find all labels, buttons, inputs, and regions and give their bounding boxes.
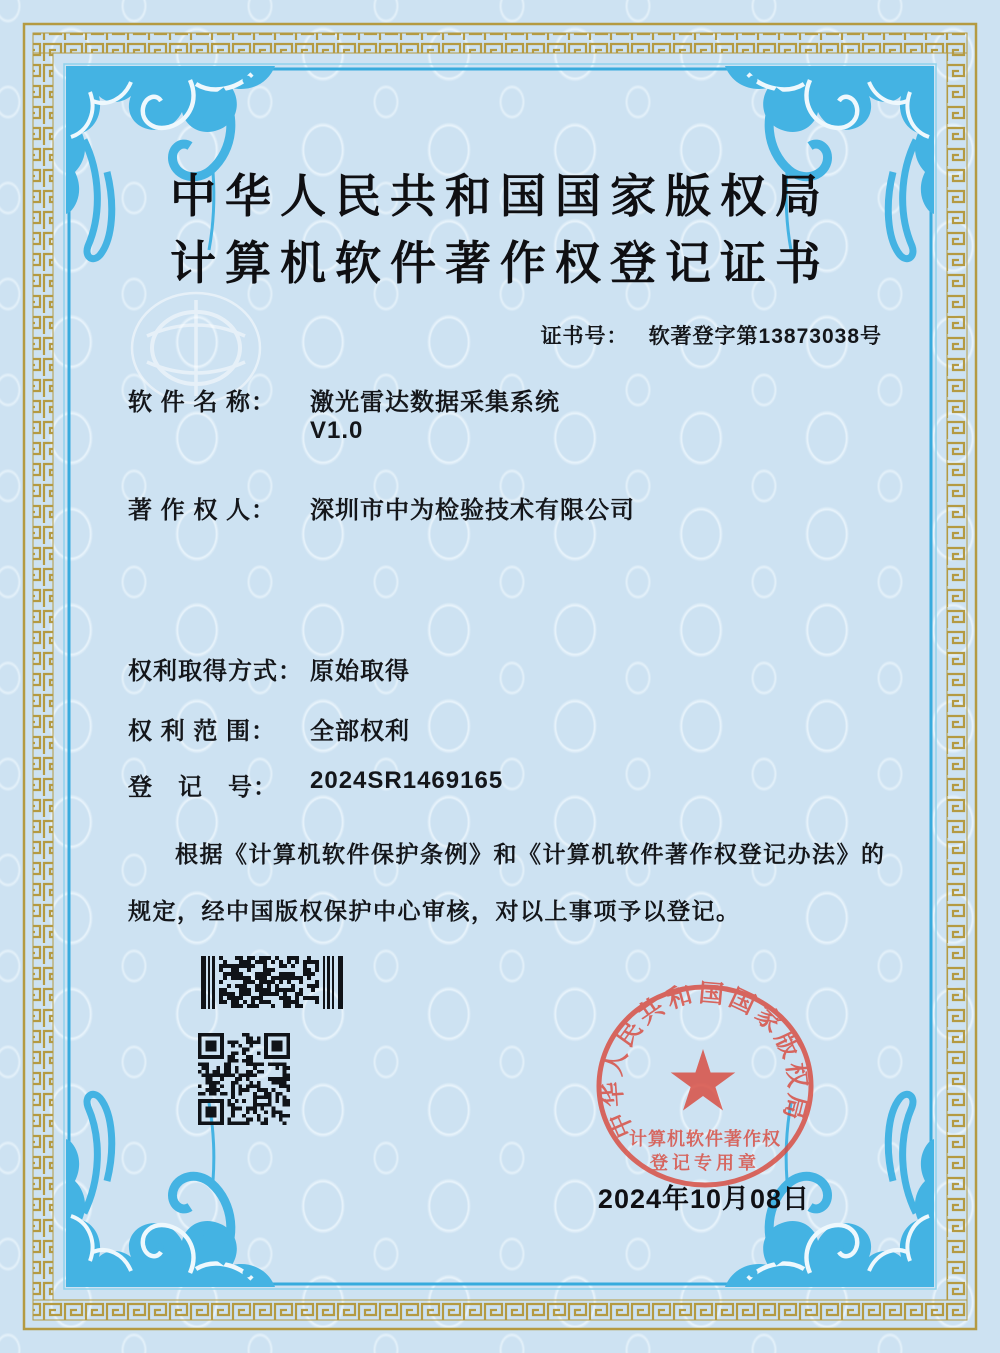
field-registration-no-label: 登 记 号： bbox=[128, 774, 278, 801]
field-copyright-holder-label: 著 作 权 人： bbox=[128, 497, 277, 524]
statement-line2: 规定，经中国版权保护中心审核，对以上事项予以登记。 bbox=[128, 898, 741, 924]
meander-border-bottom bbox=[33, 1300, 967, 1320]
field-acquisition-method-label: 权利取得方式： bbox=[128, 658, 303, 685]
seal-star-icon bbox=[671, 1049, 736, 1111]
cert-no-label: 证书号： bbox=[540, 325, 629, 348]
issue-date: 2024年10月08日 bbox=[597, 1184, 811, 1214]
field-software-version-value: V1.0 bbox=[310, 417, 364, 444]
page-title-line2: 计算机软件著作权登记证书 bbox=[170, 237, 830, 289]
cert-no-value: 软著登字第13873038号 bbox=[648, 325, 882, 348]
seal-ring-text: 中华人民共和国国家版权局 bbox=[598, 979, 812, 1143]
field-acquisition-method bbox=[128, 651, 410, 686]
field-software-name bbox=[128, 382, 560, 417]
field-rights-scope-value: 全部权利 bbox=[310, 718, 410, 745]
field-software-version bbox=[310, 417, 363, 445]
field-registration-no bbox=[128, 767, 503, 802]
field-rights-scope bbox=[128, 711, 410, 746]
cert-no bbox=[541, 320, 882, 350]
statement-line1: 根据《计算机软件保护条例》和《计算机软件著作权登记办法》的 bbox=[175, 841, 886, 867]
barcode-image bbox=[201, 956, 347, 1009]
field-rights-scope-label: 权 利 范 围： bbox=[128, 718, 277, 745]
seal-inner-text-1: 计算机软件著作权 bbox=[629, 1129, 781, 1149]
field-registration-no-value: 2024SR1469165 bbox=[310, 767, 504, 794]
field-copyright-holder bbox=[128, 490, 635, 525]
field-copyright-holder-value: 深圳市中为检验技术有限公司 bbox=[310, 497, 635, 524]
qr-code-image bbox=[198, 1033, 290, 1125]
meander-border-top bbox=[33, 33, 967, 53]
seal-inner-text-2: 登记专用章 bbox=[650, 1153, 760, 1173]
field-software-name-label: 软 件 名 称： bbox=[128, 389, 277, 416]
page-title-line1: 中华人民共和国国家版权局 bbox=[170, 170, 830, 222]
official-seal bbox=[578, 959, 832, 1213]
field-software-name-value: 激光雷达数据采集系统 bbox=[310, 389, 560, 416]
field-acquisition-method-value: 原始取得 bbox=[310, 658, 410, 685]
